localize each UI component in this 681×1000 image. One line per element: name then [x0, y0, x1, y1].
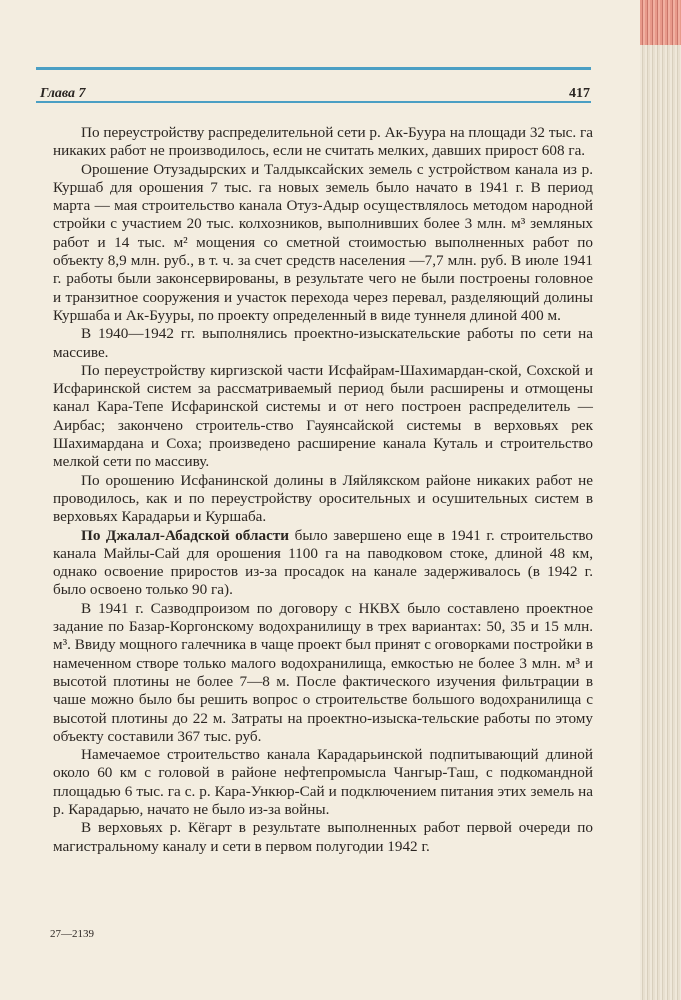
- section-lead: По Джалал-Абадской области: [81, 526, 290, 544]
- paragraph: В 1940—1942 гг. выполнялись проектно-изыскательские работы по сети на массиве.: [53, 325, 593, 361]
- header-rule-top: [36, 67, 591, 70]
- paragraph: По Джалал-Абадской области было завершено еще в 1941 г. строительство канала Майлы-Сай для орошения 1100 га на паводковом стоке, длиной 48 км, однако освоение приростов из-за просадок на канале задерживалось (в 1942 г. было освоено только 90 га).: [53, 526, 593, 599]
- printer-signature: 27—2139: [50, 928, 94, 940]
- paragraph: В верховьях р. Кёгарт в результате выполненных работ первой очереди по магистральному каналу и сети в первом полугодии 1942 г.: [53, 819, 593, 855]
- paragraph: По орошению Исфанинской долины в Ляйлякском районе никаких работ не проводилось, как и по переустройству оросительных и осушительных систем в верховьях Карадарьи и Куршаба.: [53, 471, 593, 526]
- paragraph: Орошение Отузадырских и Талдыксайских земель с устройством канала из р. Куршаб для орошения 7 тыс. га новых земель было начато в 1941 г. В период марта — мая строительство канала Отуз-Адыр осуществлялось методом народной стройки с участием 20 тыс. колхозников, выполнивших более 3 млн. м³ земляных работ и 14 тыс. м² мощения со сметной стоимостью выполненных работ по объекту 8,9 млн. руб., в т. ч. за счет средств населения —7,7 млн. руб. В июле 1941 г. работы были законсервированы, в результате чего не были построены головное и транзитное сооружения и участок перехода через перевал, разделяющий долины Куршаба и Ак-Бууры, по проекту определенный в виде туннеля длиной 400 м.: [53, 160, 593, 324]
- page-edges: [640, 0, 681, 1000]
- page-number: 417: [569, 86, 590, 101]
- header-rule-bottom: [36, 101, 591, 103]
- paragraph: Намечаемое строительство канала Карадарьинской подпитывающий длиной около 60 км с головой в районе нефтепромысла Чангыр-Таш, с подкомандной площадью 6 тыс. га с. р. Кара-Ункюр-Сай и подключением питания этих земель на р. Карадарью, начато не было из-за войны.: [53, 746, 593, 818]
- page-edge-band: [640, 0, 681, 45]
- body-text: [53, 124, 593, 856]
- paragraph: По переустройству распределительной сети р. Ак-Буура на площади 32 тыс. га никаких работ не производилось, если не считать мелких, давших прирост 608 га.: [53, 124, 593, 160]
- paragraph: По переустройству киргизской части Исфайрам-Шахимардан-ской, Сохской и Исфаринской систем за рассматриваемый период были расширены и отмощены канал Кара-Тепе Исфаринской системы и от него построен распределитель — Аирбас; закончено строитель-ство Гауянсайской системы в верховьях рек Шахимардана и Соха; произведено расширение канала Кутaль и строительство мелкой сети по массиву.: [53, 361, 593, 471]
- paragraph: В 1941 г. Сазводпроизом по договору с НКВХ было составлено проектное задание по Базар-Коргонскому водохранилищу в трех вариантах: 50, 35 и 15 млн. м³. Ввиду мощного галечника в чаще проект был принят с оговорками постройки в намеченном створе только малого водохранилища, емкостью не более 3 млн. м³ и высотой плотины не более 7—8 м. После фактического изучения фильтрации в чаше можно было бы решить вопрос о строительстве большого водохранилища с высотой плотины до 22 м. Затраты на проектно-изыска-тельские работы по этому объекту составили 367 тыс. руб.: [53, 599, 593, 745]
- chapter-label: Глава 7: [40, 86, 86, 101]
